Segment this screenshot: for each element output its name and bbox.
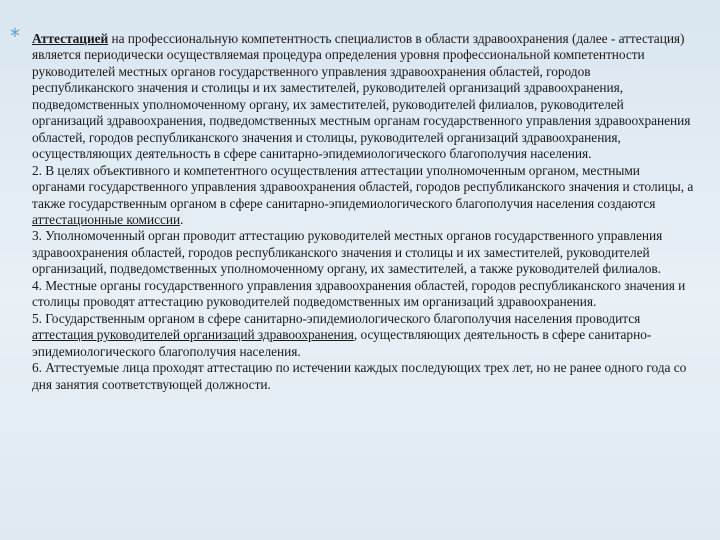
link-attestation-commissions[interactable]: аттестационные комиссии bbox=[32, 211, 181, 227]
paragraph-5 bbox=[32, 311, 694, 360]
paragraph-1 bbox=[32, 31, 694, 163]
document-body bbox=[32, 31, 694, 393]
paragraph-2 bbox=[32, 163, 694, 229]
paragraph-3 bbox=[32, 228, 694, 277]
paragraph-2-text: 2. В целях объективного и компетентного осуществления аттестации уполномоченным органом, местными органами государственного управления здравоохранения областей, городов республиканского значения и столицы, а также государственным органом в сфере санитарно-эпидемиологического благополучия населения создаются bbox=[32, 162, 694, 211]
paragraph-6-text: 6. Аттестуемые лица проходят аттестацию по истечении каждых последующих трех лет, но не ранее одного года со дня занятия соответствующей должности. bbox=[32, 360, 687, 392]
link-attestation-of-heads[interactable]: аттестация руководителей организаций здравоохранения bbox=[32, 327, 354, 343]
bullet-marker: * bbox=[10, 24, 20, 48]
paragraph-3-text: 3. Уполномоченный орган проводит аттестацию руководителей местных органов государственного управления здравоохранения областей, городов республиканского значения и столицы и их заместителей, руководителей организаций, подведомственных уполномоченному органу, их заместителей, а также руководителей филиалов. bbox=[32, 228, 663, 277]
paragraph-4-text: 4. Местные органы государственного управления здравоохранения областей, городов республиканского значения и столицы проводят аттестацию руководителей подведомственных им организаций здравоохранения. bbox=[32, 277, 686, 310]
paragraph-5-tail: , осуществляющих деятельность в сфере санитарно-эпидемиологического благополучия населения. bbox=[32, 327, 652, 359]
paragraph-4 bbox=[32, 278, 694, 311]
term-attestation: Аттестацией bbox=[32, 31, 109, 46]
paragraph-6 bbox=[32, 360, 694, 393]
paragraph-5-text: 5. Государственным органом в сфере санитарно-эпидемиологического благополучия населения проводится bbox=[32, 310, 641, 326]
paragraph-2-tail: . bbox=[180, 211, 184, 227]
paragraph-1-text: на профессиональную компетентность специалистов в области здравоохранения (далее - аттестация) является периодически осуществляемая процедура определения уровня профессиональной компетентности руководителей местных органов государственного управления здравоохранения областей, городов республиканского значения и столицы и их заместителей, руководителей организаций здравоохранения, подведомственных уполномоченному органу, их заместителей, руководителей филиалов, руководителей организаций здравоохранения, подведомственных местным органам государственного управления здравоохранения областей, городов республиканского значения и столицы, руководителей организаций здравоохранения, осуществляющих деятельность в сфере санитарно-эпидемиологического благополучия населения. bbox=[32, 31, 691, 162]
